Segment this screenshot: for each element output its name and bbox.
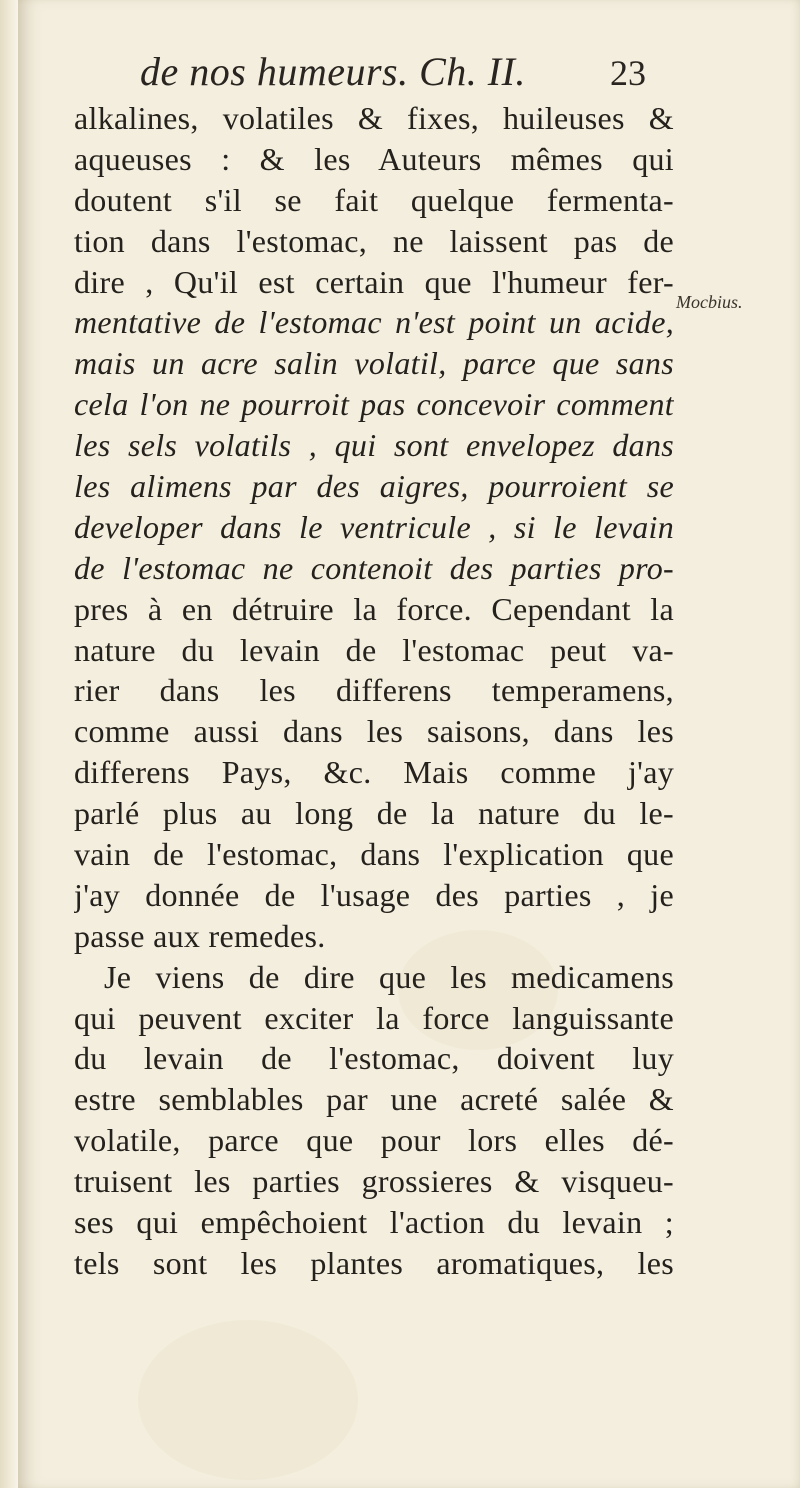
text-line: passe aux remedes.: [74, 917, 326, 954]
text-line: les sels volatils , qui sont envelopez dans: [74, 427, 674, 464]
text-line: tion dans l'estomac, ne laissent pas de: [74, 222, 674, 259]
text-line: dire , Qu'il est certain que l'humeur fer-: [74, 263, 674, 300]
text-line: estre semblables par une acreté salée &: [74, 1081, 674, 1118]
text-line: tels sont les plantes aromatiques, les: [74, 1244, 674, 1281]
text-line: volatile, parce que pour lors elles dé-: [74, 1122, 674, 1159]
text-line: mentative de l'estomac n'est point un acide,: [74, 304, 674, 341]
text-line: pres à en détruire la force. Cependant la: [74, 590, 674, 627]
text-line: rier dans les differens temperamens,: [74, 672, 674, 709]
margin-note: Mocbius.: [676, 292, 743, 312]
text-line: parlé plus au long de la nature du le-: [74, 795, 674, 832]
text-line: mais un acre salin volatil, parce que sans: [74, 345, 674, 382]
text-line: vain de l'estomac, dans l'explication que: [74, 836, 674, 873]
running-head-title: de nos humeurs. Ch. II.: [140, 49, 526, 94]
text-line: cela l'on ne pourroit pas concevoir comment: [74, 386, 674, 423]
text-line: j'ay donnée de l'usage des parties , je: [74, 876, 674, 913]
page-number: 23: [610, 53, 646, 93]
text-line: Je viens de dire que les medicamens: [104, 958, 674, 995]
text-line: de l'estomac ne contenoit des parties pro-: [74, 549, 674, 586]
text-line: differens Pays, &c. Mais comme j'ay: [74, 754, 674, 791]
text-line: doutent s'il se fait quelque fermenta-: [74, 181, 674, 218]
text-line: nature du levain de l'estomac peut va-: [74, 631, 674, 668]
text-line: developer dans le ventricule , si le levain: [74, 508, 674, 545]
text-line: truisent les parties grossieres & visqueu-: [74, 1163, 674, 1200]
text-line: ses qui empêchoient l'action du levain ;: [74, 1204, 674, 1241]
text-line: du levain de l'estomac, doivent luy: [74, 1040, 674, 1077]
text-line: les alimens par des aigres, pourroient se: [74, 468, 674, 505]
paper-stain: [138, 1320, 358, 1480]
text-line: qui peuvent exciter la force languissante: [74, 999, 674, 1036]
text-line: comme aussi dans les saisons, dans les: [74, 713, 674, 750]
text-line: alkalines, volatiles & fixes, huileuses &: [74, 100, 674, 136]
text-line: aqueuses : & les Auteurs mêmes qui: [74, 140, 674, 177]
body-text: [74, 98, 674, 1284]
running-head: [140, 48, 680, 98]
